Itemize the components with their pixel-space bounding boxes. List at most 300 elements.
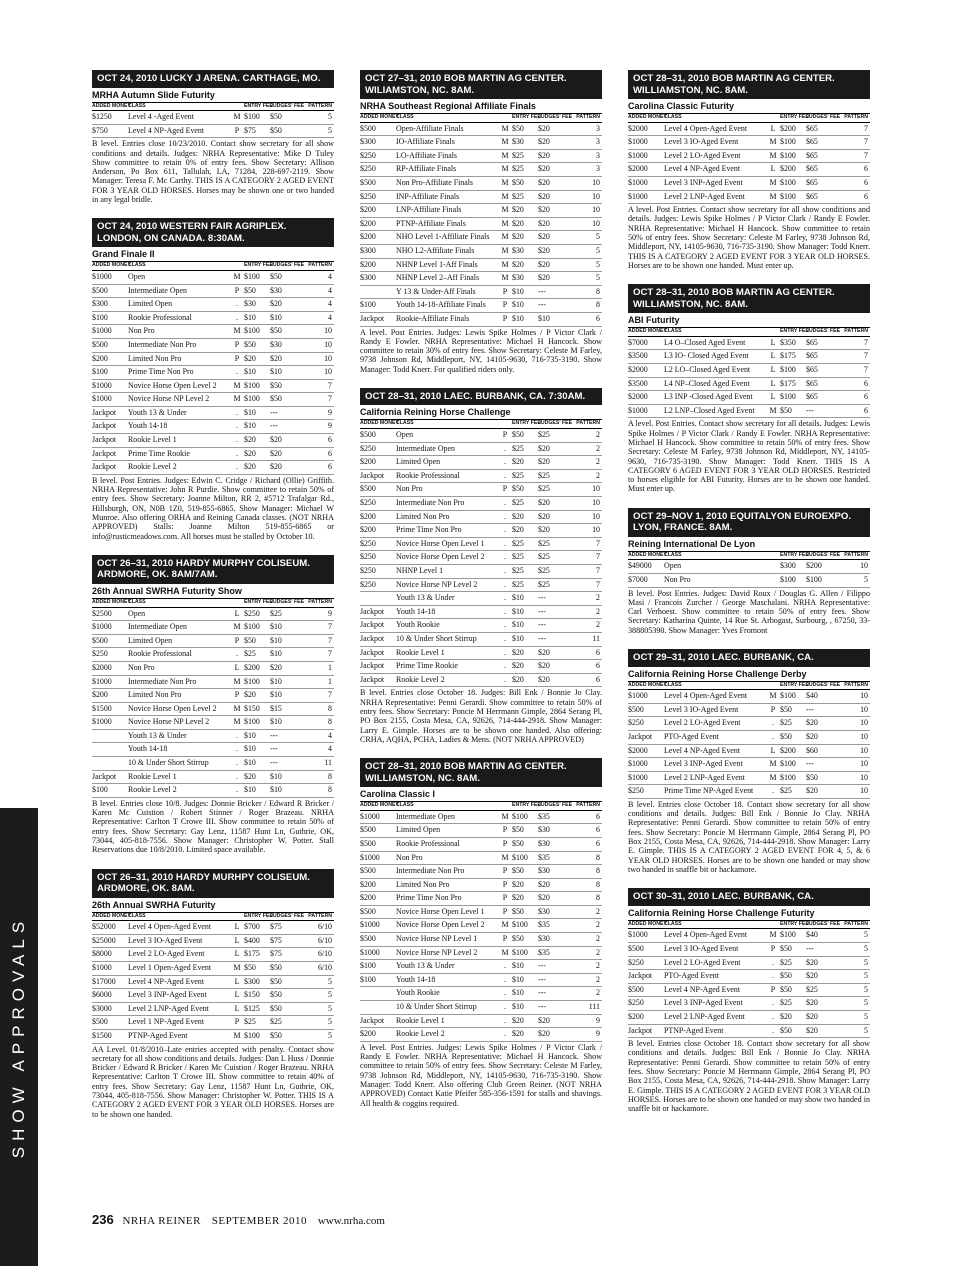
fee-code: .: [498, 469, 512, 483]
pattern: 3: [564, 149, 602, 163]
fee-code: L: [230, 607, 244, 621]
table-row: [92, 989, 334, 1003]
class-name: Youth 14-18: [128, 420, 230, 434]
fee-code: P: [498, 299, 512, 313]
table-row: [628, 929, 870, 943]
added-money: $500: [92, 1016, 128, 1030]
class-name: IO-Affiliate Finals: [396, 136, 498, 150]
table-row: [360, 258, 602, 272]
class-name: Novice Horse NP Level 1: [396, 933, 498, 947]
entry-fee: $50: [512, 865, 538, 879]
added-money: $100: [92, 784, 128, 798]
judges-fee: $10: [538, 312, 564, 326]
pattern: 8: [564, 299, 602, 313]
class-name: 10 & Under Short Stirrup: [128, 757, 230, 771]
header-entry-fee: ENTRY FEE: [780, 682, 806, 690]
entry-fee: $25: [780, 785, 806, 799]
entry-fee: $20: [244, 461, 270, 475]
fee-code: M: [498, 122, 512, 136]
pattern: 10: [564, 497, 602, 511]
table-row: [628, 771, 870, 785]
fee-code: .: [230, 770, 244, 784]
entry-fee: $20: [244, 434, 270, 448]
judges-fee: $50: [270, 270, 296, 284]
judges-fee: $35: [538, 919, 564, 933]
class-name: Rookie Level 1: [396, 646, 498, 660]
table-row: [628, 573, 870, 587]
class-name: Prime Time NP-Aged Event: [664, 785, 766, 799]
judges-fee: ---: [538, 299, 564, 313]
fee-code: .: [498, 537, 512, 551]
class-name: Non Pro: [396, 483, 498, 497]
class-name: Level 4 -Aged Event: [128, 111, 230, 125]
added-money: $250: [360, 190, 396, 204]
entry-fee: $50: [512, 933, 538, 947]
header-row: [360, 114, 602, 122]
table-row: [92, 689, 334, 703]
judges-fee: $20: [538, 122, 564, 136]
header-added-money: ADDED MONEY: [92, 262, 128, 270]
table-row: [92, 661, 334, 675]
judges-fee: $65: [806, 350, 832, 364]
event-name: Grand Finale II: [92, 249, 334, 262]
table-row: [92, 784, 334, 798]
pattern: 10: [832, 703, 870, 717]
judges-fee: $65: [806, 336, 832, 350]
table-row: [628, 350, 870, 364]
fee-code: .: [498, 605, 512, 619]
judges-fee: $20: [806, 730, 832, 744]
pattern: 2: [564, 919, 602, 933]
table-row: [360, 524, 602, 538]
class-name: Non Pro-Affiliate Finals: [396, 176, 498, 190]
table-row: [628, 122, 870, 136]
fee-code: .: [766, 970, 780, 984]
class-name: 10 & Under Short Stirrup: [396, 632, 498, 646]
class-name: Level 3 IO-Aged Event: [664, 703, 766, 717]
class-name: Limited Open: [128, 634, 230, 648]
entry-fee: $100: [780, 190, 806, 204]
entry-fee: $25: [512, 578, 538, 592]
judges-fee: $50: [270, 1029, 296, 1043]
event-listing: [628, 649, 870, 874]
header-pattern: PATTERN: [832, 328, 870, 336]
fee-code: P: [766, 983, 780, 997]
judges-fee: $20: [538, 190, 564, 204]
fee-code: .: [498, 973, 512, 987]
entry-fee: $50: [512, 176, 538, 190]
class-table: [92, 599, 334, 798]
class-table: [628, 552, 870, 588]
entry-fee: $100: [780, 758, 806, 772]
pattern: 7: [296, 379, 334, 393]
entry-fee: $10: [244, 406, 270, 420]
table-row: [360, 824, 602, 838]
judges-fee: $35: [538, 851, 564, 865]
class-name: NHO L2-Affiliate Finals: [396, 244, 498, 258]
fee-code: M: [766, 176, 780, 190]
event-listing: [92, 218, 334, 541]
entry-fee: $10: [244, 784, 270, 798]
fee-code: .: [498, 578, 512, 592]
pattern: 10: [832, 730, 870, 744]
event-details: B level. Entries close 10/23/2010. Contact show secretary for all show conditions and details. Judges: NRHA Representative: Mike D Tuley Show committee to retain 0% of entry fees. Show Secretary: Allison Anderson, Po Box 611, Tallulah, LA, 71284, 228-697-2119. Show Manager: Teresa F. Mc Carthy. THIS IS A CATEGORY 2 AGED EVENT FOR 3 YEAR OLD HORSES. Horses may be shown one or two handed in any legal bridle.: [92, 139, 334, 205]
event-listing: [628, 70, 870, 270]
class-name: Intermediate Open: [128, 284, 230, 298]
class-name: Rookie Professional: [128, 311, 230, 325]
header-class: CLASS: [664, 682, 766, 690]
entry-fee: $100: [244, 675, 270, 689]
table-body: [628, 560, 870, 587]
header-fee-code: [766, 328, 780, 336]
added-money: $500: [92, 284, 128, 298]
judges-fee: $25: [538, 429, 564, 443]
judges-fee: $30: [270, 338, 296, 352]
pattern: 10: [564, 483, 602, 497]
fee-code: .: [498, 673, 512, 687]
fee-code: .: [230, 420, 244, 434]
header-fee-code: [230, 262, 244, 270]
class-name: Level 2 LO-Aged Event: [664, 956, 766, 970]
entry-fee: $10: [244, 729, 270, 743]
class-name: Level 3 INP-Aged Event: [664, 997, 766, 1011]
table-row: [92, 757, 334, 771]
class-name: Level 1 Open-Aged Event: [128, 962, 230, 976]
entry-fee: $10: [244, 311, 270, 325]
entry-fee: $20: [512, 1028, 538, 1042]
judges-fee: $15: [270, 702, 296, 716]
table-row: [360, 933, 602, 947]
pattern: 5: [832, 929, 870, 943]
table-row: [628, 997, 870, 1011]
header-judges-fee: JUDGES' FEE: [538, 114, 564, 122]
header-judges-fee: JUDGES' FEE: [538, 802, 564, 810]
judges-fee: $65: [806, 163, 832, 177]
table-row: [360, 285, 602, 299]
fee-code: .: [766, 956, 780, 970]
pattern: 8: [564, 865, 602, 879]
judges-fee: $20: [538, 456, 564, 470]
entry-fee: $20: [512, 204, 538, 218]
fee-code: .: [766, 717, 780, 731]
judges-fee: $20: [538, 272, 564, 286]
pattern: 7: [832, 364, 870, 378]
fee-code: M: [230, 111, 244, 125]
pattern: 5: [832, 956, 870, 970]
pattern: 7: [296, 621, 334, 635]
fee-code: M: [230, 1029, 244, 1043]
table-row: [92, 921, 334, 935]
entry-fee: $300: [780, 560, 806, 574]
header-row: [628, 552, 870, 560]
entry-fee: $100: [512, 946, 538, 960]
class-name: Level 3 INP-Aged Event: [128, 989, 230, 1003]
table-row: [628, 377, 870, 391]
table-row: [628, 364, 870, 378]
judges-fee: $65: [806, 149, 832, 163]
class-name: RP-Affiliate Finals: [396, 163, 498, 177]
table-row: [360, 469, 602, 483]
pattern: 7: [296, 689, 334, 703]
judges-fee: ---: [538, 960, 564, 974]
judges-fee: $20: [806, 956, 832, 970]
class-name: Limited Non Pro: [128, 689, 230, 703]
pattern: 2: [564, 442, 602, 456]
entry-fee: $25: [244, 1016, 270, 1030]
added-money: Jackpot: [628, 970, 664, 984]
added-money: $250: [628, 956, 664, 970]
fee-code: M: [498, 149, 512, 163]
table-row: [628, 560, 870, 574]
table-row: [360, 660, 602, 674]
entry-fee: $700: [244, 921, 270, 935]
judges-fee: $20: [538, 878, 564, 892]
judges-fee: $30: [538, 837, 564, 851]
entry-fee: $50: [244, 338, 270, 352]
event-name: ABI Futurity: [628, 315, 870, 328]
entry-fee: $50: [780, 970, 806, 984]
event-header: OCT 26–31, 2010 HARDY MURHPY COLISEUM. ARDMORE, OK. 8AM.: [92, 869, 334, 898]
pattern: 2: [564, 987, 602, 1001]
class-name: L3 INP -Closed Aged Event: [664, 391, 766, 405]
table-row: [360, 136, 602, 150]
table-row: [92, 124, 334, 138]
judges-fee: $65: [806, 391, 832, 405]
header-pattern: PATTERN: [832, 921, 870, 929]
table-row: [628, 942, 870, 956]
fee-code: .: [498, 497, 512, 511]
class-table: [92, 262, 334, 475]
class-name: Novice Horse Open Level 2: [396, 919, 498, 933]
added-money: $200: [360, 510, 396, 524]
section-tab: [0, 808, 38, 1266]
pattern: 5: [564, 244, 602, 258]
header-entry-fee: ENTRY FEE: [512, 420, 538, 428]
added-money: $1000: [628, 149, 664, 163]
class-name: Level 4 NP-Aged Event: [664, 744, 766, 758]
fee-code: L: [766, 122, 780, 136]
event-details: B level. Post Entries. Judges: Edwin C. Cridge / Richard (Ollie) Griffith. NRHA Representative: John R Purdie. Show committee to retain 50% of entry fees. Show Secretary: Joanne Milton, RR 2, #5712 Trafalgar Rd., Hillsburgh, ON, N0B 1Z0, 519-855-6865. Show Manager: Michael W Munroe. Also offering ORHA and Reining Canada classes. (NOT NRHA APPROVED) Stalls: Joanne Milton 519-855-6865 or info@rusticmeadows.com. All horses must be stalled by October 10.: [92, 475, 334, 541]
added-money: $2000: [628, 744, 664, 758]
class-name: Level 4 Open-Aged Event: [128, 921, 230, 935]
table-body: [92, 111, 334, 138]
fee-code: P: [498, 878, 512, 892]
table-row: [628, 970, 870, 984]
table-row: [360, 272, 602, 286]
added-money: Jackpot: [628, 730, 664, 744]
fee-code: P: [498, 312, 512, 326]
added-money: $250: [360, 565, 396, 579]
event-details: A level. Post Entries. Judges: Lewis Spike Holmes / P Victor Clark / Randy E Fowler. NRHA Representative: Michael H Hancock. Show committee to retain 30% of entry fees. Show Secretary: Celeste M Farley, 9738 Johnson Rd, Middleport, NY, 14105-9630, 716-735-3190. Show Manager: Todd Knerr. For qualified riders only.: [360, 327, 602, 374]
judges-fee: $65: [806, 190, 832, 204]
judges-fee: ---: [270, 729, 296, 743]
entry-fee: $75: [244, 124, 270, 138]
added-money: $500: [628, 983, 664, 997]
class-table: [628, 328, 870, 418]
entry-fee: $100: [780, 136, 806, 150]
header-added-money: ADDED MONEY: [92, 599, 128, 607]
pattern: 6: [564, 673, 602, 687]
judges-fee: $75: [270, 921, 296, 935]
class-name: Rookie Level 1: [396, 1014, 498, 1028]
pattern: 7: [296, 634, 334, 648]
header-row: [360, 802, 602, 810]
class-name: Non Pro: [128, 325, 230, 339]
entry-fee: $10: [512, 605, 538, 619]
added-money: Jackpot: [92, 770, 128, 784]
header-judges-fee: JUDGES' FEE: [270, 599, 296, 607]
table-row: [628, 176, 870, 190]
entry-fee: $200: [244, 661, 270, 675]
added-money: $500: [360, 483, 396, 497]
table-row: [628, 1010, 870, 1024]
added-money: [360, 285, 396, 299]
table-row: [360, 619, 602, 633]
added-money: [92, 743, 128, 757]
added-money: Jackpot: [360, 1014, 396, 1028]
entry-fee: $20: [512, 510, 538, 524]
header-pattern: PATTERN: [296, 103, 334, 111]
pattern: 3: [564, 163, 602, 177]
class-table: [628, 114, 870, 204]
event-header: OCT 27–31, 2010 BOB MARTIN AG CENTER. WILIAMSTON, NC. 8AM.: [360, 70, 602, 99]
event-name: California Reining Horse Challenge Futurity: [628, 908, 870, 921]
header-pattern: PATTERN: [564, 420, 602, 428]
added-money: $1000: [92, 716, 128, 730]
judges-fee: $10: [270, 716, 296, 730]
pattern: 2: [564, 619, 602, 633]
event-name: 26th Annual SWRHA Futurity Show: [92, 586, 334, 599]
table-row: [360, 537, 602, 551]
judges-fee: $20: [270, 434, 296, 448]
table-body: [628, 336, 870, 418]
fee-code: M: [766, 190, 780, 204]
class-name: Youth Rookie: [396, 619, 498, 633]
header-class: CLASS: [128, 599, 230, 607]
header-added-money: ADDED MONEY: [360, 114, 396, 122]
class-name: L2 LO–Closed Aged Event: [664, 364, 766, 378]
issue-date: SEPTEMBER 2010: [211, 1215, 308, 1227]
fee-code: M: [766, 136, 780, 150]
fee-code: .: [498, 632, 512, 646]
entry-fee: $10: [512, 619, 538, 633]
entry-fee: $50: [244, 284, 270, 298]
pattern: 6: [832, 377, 870, 391]
table-body: [360, 122, 602, 326]
fee-code: P: [230, 124, 244, 138]
pattern: 4: [296, 284, 334, 298]
fee-code: L: [230, 921, 244, 935]
event-listing: [360, 388, 602, 744]
fee-code: M: [230, 270, 244, 284]
entry-fee: $30: [512, 136, 538, 150]
pattern: 6: [564, 810, 602, 824]
added-money: $1000: [628, 758, 664, 772]
added-money: $100: [360, 973, 396, 987]
header-judges-fee: JUDGES' FEE: [270, 103, 296, 111]
website-url: www.nrha.com: [317, 1215, 385, 1227]
added-money: $1000: [92, 379, 128, 393]
pattern: 8: [564, 878, 602, 892]
pattern: 7: [564, 578, 602, 592]
table-row: [360, 865, 602, 879]
judges-fee: $10: [270, 784, 296, 798]
class-name: Non Pro: [664, 573, 766, 587]
pattern: 7: [564, 551, 602, 565]
page-number: 236: [92, 1212, 114, 1227]
pattern: 7: [296, 393, 334, 407]
added-money: $500: [360, 837, 396, 851]
judges-fee: ---: [538, 987, 564, 1001]
header-class: CLASS: [664, 921, 766, 929]
judges-fee: $20: [538, 136, 564, 150]
added-money: $250: [628, 717, 664, 731]
table-header: [628, 921, 870, 929]
pattern: 10: [832, 690, 870, 704]
entry-fee: $20: [512, 258, 538, 272]
class-name: PTNP-Aged Event: [664, 1024, 766, 1038]
magazine-name: NRHA REINER: [122, 1215, 201, 1227]
judges-fee: ---: [806, 758, 832, 772]
pattern: 7: [564, 565, 602, 579]
fee-code: P: [230, 284, 244, 298]
header-entry-fee: ENTRY FEE: [512, 802, 538, 810]
class-name: Rookie Professional: [396, 469, 498, 483]
pattern: 11: [296, 757, 334, 771]
table-row: [360, 1001, 602, 1015]
class-name: PTO-Aged Event: [664, 730, 766, 744]
added-money: $200: [360, 204, 396, 218]
table-header: [360, 114, 602, 122]
judges-fee: $10: [270, 311, 296, 325]
table-row: [628, 717, 870, 731]
added-money: $1000: [92, 270, 128, 284]
class-name: Level 4 NP-Aged Event: [664, 163, 766, 177]
pattern: 6/10: [296, 934, 334, 948]
fee-code: .: [498, 456, 512, 470]
added-money: Jackpot: [360, 660, 396, 674]
judges-fee: $25: [806, 983, 832, 997]
event-name: Reining International De Lyon: [628, 539, 870, 552]
judges-fee: $35: [538, 946, 564, 960]
judges-fee: $50: [270, 124, 296, 138]
header-fee-code: [498, 114, 512, 122]
fee-code: .: [766, 1024, 780, 1038]
class-name: Level 2 LNP-Aged Event: [664, 771, 766, 785]
header-judges-fee: JUDGES' FEE: [806, 552, 832, 560]
added-money: [92, 757, 128, 771]
judges-fee: $20: [538, 646, 564, 660]
pattern: 9: [564, 1014, 602, 1028]
table-row: [92, 975, 334, 989]
header-pattern: PATTERN: [832, 114, 870, 122]
pattern: 3: [564, 136, 602, 150]
pattern: 7: [296, 648, 334, 662]
event-header: OCT 28–31, 2010 BOB MARTIN AG CENTER. WILLIAMSTON, NC. 8AM.: [628, 70, 870, 99]
pattern: 5: [832, 573, 870, 587]
class-name: L4 NP–Closed Aged Event: [664, 377, 766, 391]
event-details: A level. Post Entries. Contact show secretary for all details. Judges: Lewis Spike Holmes / P Victor Clark / Randy E Fowler. NRHA Representative: Michael H Hancock. Show committee to retain 50% of entry fees. Show Secretary: Celeste M Farley, 9738 Johnson Rd, Middleport, NY, 14105-9630, 716-735-3190. Show Manager: Todd Knerr. THIS IS A CATEGORY 6 AGED EVENT FOR 3 YEAR OLD HORSES. Restricted to horses eligible for ABI Futurity. Horses are to be shown one handed. Must enter up.: [628, 419, 870, 494]
class-name: L3 IO- Closed Aged Event: [664, 350, 766, 364]
header-added-money: ADDED MONEY: [628, 682, 664, 690]
entry-fee: $25: [512, 442, 538, 456]
class-name: Rookie Level 2: [396, 673, 498, 687]
class-name: Intermediate Open: [128, 621, 230, 635]
entry-fee: $30: [244, 298, 270, 312]
pattern: 5: [832, 997, 870, 1011]
entry-fee: $50: [780, 942, 806, 956]
header-row: [360, 420, 602, 428]
